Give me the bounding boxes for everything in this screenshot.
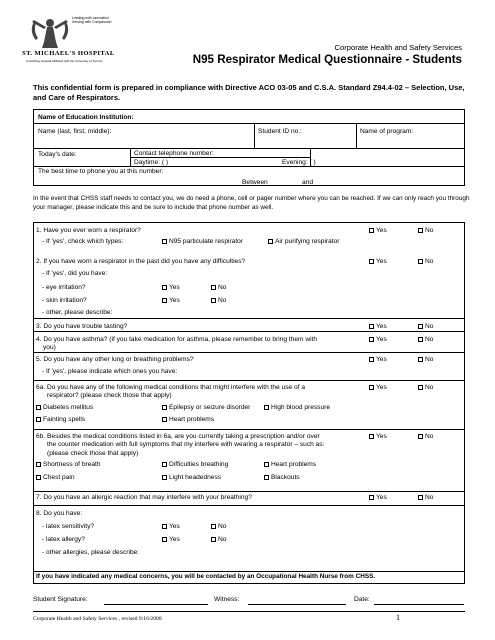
- q6a-yes[interactable]: Yes: [369, 384, 387, 391]
- q4-no[interactable]: No: [418, 336, 433, 343]
- q6a-diabetes[interactable]: Diabetes mellitus: [36, 404, 93, 412]
- and-label[interactable]: and: [302, 179, 314, 186]
- date-label: Date:: [354, 596, 370, 603]
- student-info-table: [33, 109, 465, 186]
- q6a-no[interactable]: No: [418, 384, 433, 391]
- question-5: 5. Do you have any other lung or breathing problems?: [36, 356, 194, 363]
- footer-text: Corporate Health and Safety Services , revised 9/16/2008: [33, 616, 162, 622]
- contact-phone-label: Contact telephone number:: [134, 150, 214, 157]
- q5-no[interactable]: No: [418, 356, 433, 363]
- q2-skin: - skin irritation?: [42, 297, 87, 304]
- checkbox-icon: [268, 239, 273, 244]
- checkbox-icon: [369, 259, 374, 264]
- q1-yes[interactable]: Yes: [369, 227, 387, 234]
- checkbox-icon: [162, 285, 167, 290]
- logo-name: ST. MICHAEL'S HOSPITAL: [22, 50, 115, 57]
- checkbox-icon: [418, 495, 423, 500]
- checkbox-icon: [162, 405, 167, 410]
- q6a-fainting[interactable]: Fainting spells: [36, 416, 85, 424]
- q8-sens-no[interactable]: No: [211, 523, 226, 530]
- q6a-heart[interactable]: Heart problems: [162, 416, 214, 424]
- checkbox-icon: [418, 337, 423, 342]
- question-6b: 6b. Besides the medical conditions listed in 6a, are you currently taking a prescription and/or over the counter medication with full symptoms that my interfere with wearing a respirator – such as: (please check those that apply): [36, 433, 325, 457]
- organization-name: Corporate Health and Safety Services: [334, 43, 462, 52]
- checkbox-icon: [369, 357, 374, 362]
- q6b-difficulties[interactable]: Difficulties breathing: [162, 461, 228, 469]
- checkbox-icon: [211, 537, 216, 542]
- checkbox-icon: [418, 324, 423, 329]
- checkbox-icon: [418, 434, 423, 439]
- checkbox-icon: [369, 337, 374, 342]
- q6b-chest-pain[interactable]: Chest pain: [36, 474, 75, 482]
- q2-eye-no[interactable]: No: [211, 284, 226, 291]
- q6b-blackouts[interactable]: Blackouts: [264, 474, 300, 482]
- q2-eye-yes[interactable]: Yes: [162, 284, 180, 291]
- question-7: 7. Do you have an allergic reaction that may interfere with your breathing?: [36, 494, 252, 501]
- q2-no[interactable]: No: [418, 258, 433, 265]
- medical-concern-note: If you have indicated any medical concerns, you will be contacted by an Occupational Health Nurse from CHSS.: [36, 573, 376, 580]
- checkbox-icon: [36, 405, 41, 410]
- checkbox-icon: [162, 537, 167, 542]
- checkbox-icon: [369, 495, 374, 500]
- checkbox-icon: [162, 298, 167, 303]
- checkbox-icon: [369, 228, 374, 233]
- checkbox-icon: [264, 462, 269, 467]
- institution-label[interactable]: Name of Education Institution:: [38, 114, 134, 121]
- q8-latex-sensitivity: - latex sensitivity?: [42, 523, 95, 530]
- intro-text: This confidential form is prepared in compliance with Directive ACO 03-05 and C.S.A. Standard Z94.4-02 – Selection, Use, and Care of Respirators.: [33, 83, 465, 102]
- witness-signature-line[interactable]: [248, 604, 346, 605]
- checkbox-icon: [418, 357, 423, 362]
- footer-divider: [33, 611, 465, 612]
- q1-no[interactable]: No: [418, 227, 433, 234]
- checkbox-icon: [418, 228, 423, 233]
- daytime-phone-field[interactable]: Daytime: ( ): [134, 159, 169, 166]
- question-6a: 6a. Do you have any of the following medical conditions that might interfere with the use of a respirator? (please check those that apply): [36, 384, 306, 400]
- q2-eye: - eye irritation?: [42, 284, 86, 291]
- q8-latex-allergy: - latex allergy?: [42, 536, 85, 543]
- question-8: 8. Do you have:: [36, 510, 83, 517]
- q2-skin-no[interactable]: No: [211, 297, 226, 304]
- student-id-field[interactable]: Student ID no.:: [258, 128, 302, 135]
- checkbox-icon: [369, 434, 374, 439]
- question-4: 4. Do you have asthma? (if you take medication for asthma, please remember to bring them with you): [36, 336, 318, 352]
- q2-other: - other, please describe:: [42, 309, 113, 316]
- page-title: N95 Respirator Medical Questionnaire - Students: [192, 53, 462, 66]
- q8-sens-yes[interactable]: Yes: [162, 523, 180, 530]
- q6a-epilepsy[interactable]: Epilepsy or seizure disorder: [162, 404, 250, 412]
- checkbox-icon: [211, 285, 216, 290]
- q7-no[interactable]: No: [418, 494, 433, 501]
- checkbox-icon: [162, 475, 167, 480]
- checkbox-icon: [211, 524, 216, 529]
- program-field[interactable]: Name of program:: [360, 128, 414, 135]
- checkbox-icon: [211, 298, 216, 303]
- q1-option-n95[interactable]: N95 particulate respirator: [162, 238, 243, 246]
- q8-allergy-no[interactable]: No: [211, 536, 226, 543]
- q8-allergy-yes[interactable]: Yes: [162, 536, 180, 543]
- q2-sub: - If 'yes', did you have:: [42, 270, 108, 277]
- checkbox-icon: [162, 524, 167, 529]
- date-line[interactable]: [374, 604, 464, 605]
- checkbox-icon: [418, 385, 423, 390]
- q7-yes[interactable]: Yes: [369, 494, 387, 501]
- checkbox-icon: [369, 385, 374, 390]
- logo-tagline: Leading with Innovation Serving with Compassion: [72, 16, 112, 24]
- q5-yes[interactable]: Yes: [369, 356, 387, 363]
- q1-sub: - If 'yes', check which types:: [42, 238, 124, 245]
- q3-no[interactable]: No: [418, 323, 433, 330]
- checkbox-icon: [36, 417, 41, 422]
- q5-sub: - If 'yes', please indicate which ones you have:: [42, 368, 178, 375]
- question-2: 2. If you have worn a respirator in the past did you have any difficulties?: [36, 258, 246, 265]
- between-label[interactable]: Between: [242, 179, 268, 186]
- best-time-label: The best time to phone you at this number:: [38, 168, 164, 175]
- checkbox-icon: [418, 259, 423, 264]
- checkbox-icon: [369, 324, 374, 329]
- date-field[interactable]: Today's date:: [38, 151, 77, 158]
- name-field[interactable]: Name (last, first, middle):: [38, 128, 112, 135]
- contact-note: In the event that CHSS staff needs to contact you, we do need a phone, cell or pager number where you can be reached. If we can only reach you through your manager, please indicate this and be sure to include that phone number as well.: [33, 195, 470, 211]
- checkbox-icon: [36, 475, 41, 480]
- page-number: 1: [396, 613, 400, 622]
- q2-skin-yes[interactable]: Yes: [162, 297, 180, 304]
- q4-yes[interactable]: Yes: [369, 336, 387, 343]
- q2-yes[interactable]: Yes: [369, 258, 387, 265]
- checkbox-icon: [264, 405, 269, 410]
- q6b-heart[interactable]: Heart problems: [264, 461, 316, 469]
- q8-other: - other allergies, please describe:: [42, 549, 140, 556]
- question-1: 1. Have you ever worn a respirator?: [36, 227, 141, 234]
- checkbox-icon: [162, 417, 167, 422]
- q6a-blood-pressure[interactable]: High blood pressure: [264, 404, 330, 412]
- checkbox-icon: [162, 462, 167, 467]
- checkbox-icon: [264, 475, 269, 480]
- checkbox-icon: [162, 239, 167, 244]
- q1-option-air[interactable]: Air purifying respirator: [268, 238, 340, 246]
- q6b-shortness[interactable]: Shortness of breath: [36, 461, 101, 469]
- question-3: 3. Do you have trouble tasting?: [36, 323, 128, 330]
- evening-phone-field[interactable]: Evening: ( ): [282, 159, 316, 166]
- q6b-no[interactable]: No: [418, 433, 433, 440]
- logo-subtext: A teaching hospital affiliated with the University of Toronto: [26, 59, 103, 63]
- q6b-yes[interactable]: Yes: [369, 433, 387, 440]
- q6b-light-headed[interactable]: Light headedness: [162, 474, 221, 482]
- checkbox-icon: [36, 462, 41, 467]
- student-signature-line[interactable]: [104, 604, 208, 605]
- witness-label: Witness:: [214, 596, 240, 603]
- student-signature-label: Student Signature:: [33, 596, 88, 603]
- q3-yes[interactable]: Yes: [369, 323, 387, 330]
